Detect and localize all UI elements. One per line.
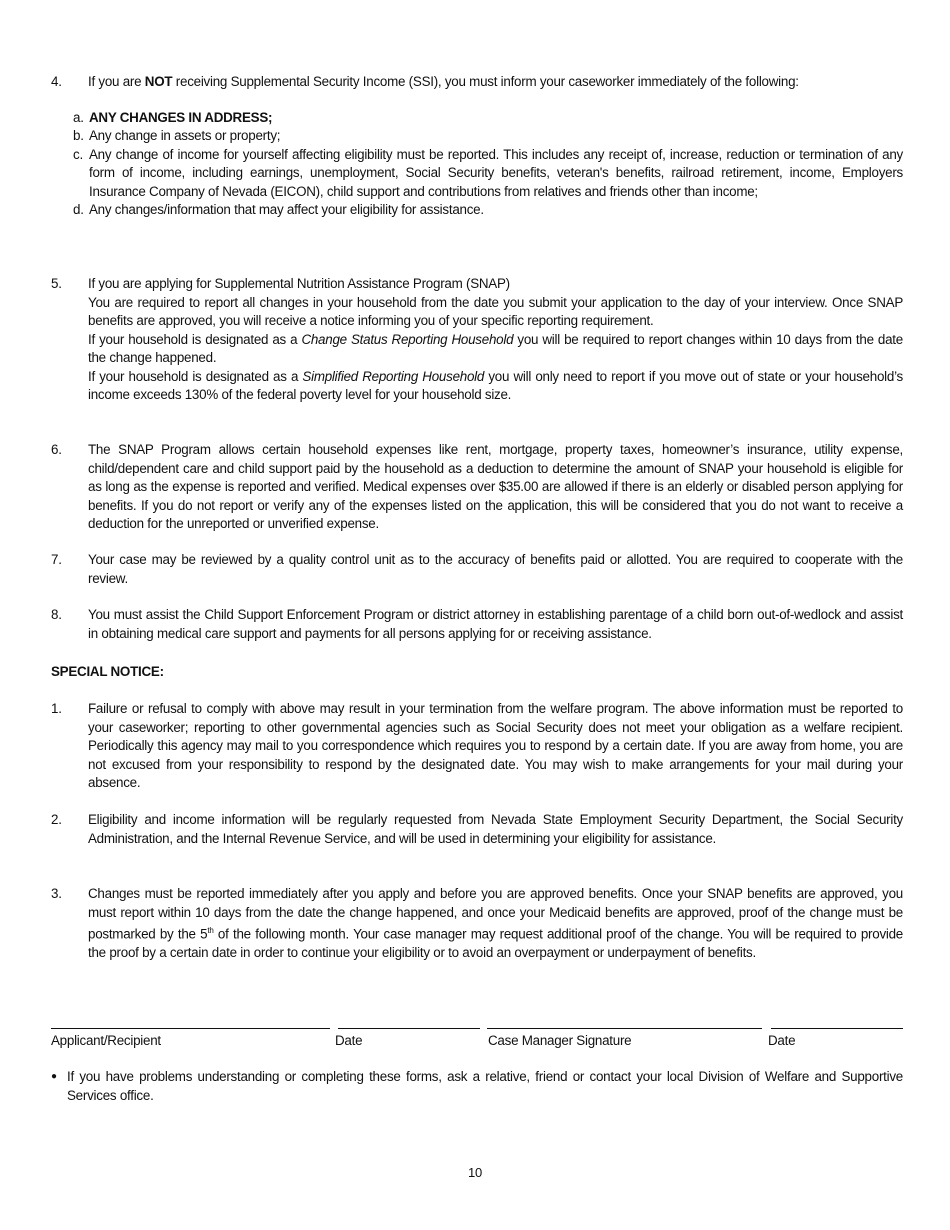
list-item: a. ANY CHANGES IN ADDRESS; [73, 109, 273, 125]
special-notice-3: 3. Changes must be reported immediately after you apply and before you are approved benefits. Once your SNAP benefits are approved, you must report within 10 days from the date the change happened, and once your Medicaid benefits are approved, proof of the change must be postmarked by the 5th of the following month. Your case manager may request additional proof of the change. You will be required to provide the proof by a certain date in order to continue your eligibility or to avoid an overpayment or underpayment of benefits. [51, 886, 904, 960]
item-8: 8. You must assist the Child Support Enforcement Program or district attorney in establishing parentage of a child born out-of-wedlock and assist in obtaining medical care support and payments for all persons applying for or receiving assistance. [51, 607, 903, 641]
item-4-sublist [73, 109, 903, 220]
signature-block: Applicant/Recipient Date Case Manager Signature Date [51, 1014, 903, 1064]
list-item: d. Any changes/information that may affect your eligibility for assistance. [73, 202, 484, 217]
case-manager-date-line[interactable] [771, 1028, 903, 1029]
item-4: 4. If you are NOT receiving Supplemental Security Income (SSI), you must inform your caseworker immediately of the following: a. ANY CHANGES IN ADDRESS; b. Any change in assets or property; c. Any change of income for yourself affecting eligibility must be reported. This includes any receipt of, increase, reduction or termination of any form of income, including earnings, unemployment, Social Security benefits, veteran's benefits, railroad retirement, income, Employers Insurance Company of Nevada (EICON), child support and contributions from relatives and friends other than income; d. Any changes/information that may affect your eligibility for assistance. [51, 73, 903, 220]
item-6: 6. The SNAP Program allows certain household expenses like rent, mortgage, property taxes, homeowner’s insurance, utility expense, child/dependent care and child support paid by the household as a deduction to determine the amount of SNAP your household is eligible for as long as the expense is reported and verified. Medical expenses over $35.00 are allowed if there is an elderly or disabled person applying for benefits. If you do not report or verify any of the expenses listed on the application, this will be considered that you do not want to receive a deduction for the unreported or unverified expense. [51, 442, 903, 531]
special-notice-1: 1. Failure or refusal to comply with above may result in your termination from the welfare program. The above information must be reported to your caseworker; reporting to other governmental agencies such as Social Security does not meet your obligation as a welfare recipient. Periodically this agency may mail to you correspondence which requires you to respond by a certain date. If you are away from home, you are not excused from your responsibility to respond by the designated date. You may wish to make arrangements for your mail during your absence. [51, 701, 903, 790]
applicant-signature-line[interactable] [51, 1028, 330, 1029]
list-item: b. Any change in assets or property; [73, 128, 281, 143]
item-5: 5. If you are applying for Supplemental Nutrition Assistance Program (SNAP) You are required to report all changes in your household from the date you submit your application to the day of your interview. Once SNAP benefits are approved, you will receive a notice informing you of your specific reporting requirement. If your household is designated as a Change Status Reporting Household you will be required to report changes within 10 days from the date the change happened. If your household is designated as a Simplified Reporting Household you will only need to report if you move out of state or your household’s income exceeds 130% of the federal poverty level for your household size. [51, 276, 903, 402]
special-notice-heading: SPECIAL NOTICE: [51, 664, 164, 679]
item-7: 7. Your case may be reviewed by a quality control unit as to the accuracy of benefits paid or allotted. You are required to cooperate with the review. [51, 552, 903, 586]
bullet-icon: ● [51, 1071, 57, 1082]
page-number: 10 [468, 1165, 482, 1180]
applicant-date-line[interactable] [338, 1028, 480, 1029]
special-notice-2: 2. Eligibility and income information will be regularly requested from Nevada State Employment Security Department, the Social Security Administration, and the Internal Revenue Service, and will be used in determining your eligibility for assistance. [51, 812, 903, 846]
case-manager-signature-line[interactable] [487, 1028, 762, 1029]
list-item: c. Any change of income for yourself affecting eligibility must be reported. This includes any receipt of, increase, reduction or termination of any form of income, including earnings, unemployment, Social Security benefits, veteran's benefits, railroad retirement, income, Employers Insurance Company of Nevada (EICON), child support and contributions from relatives and friends other than income; [73, 146, 903, 199]
help-note: ● If you have problems understanding or completing these forms, ask a relative, friend or contact your local Division of Welfare and Supportive Services office. [51, 1068, 903, 1105]
